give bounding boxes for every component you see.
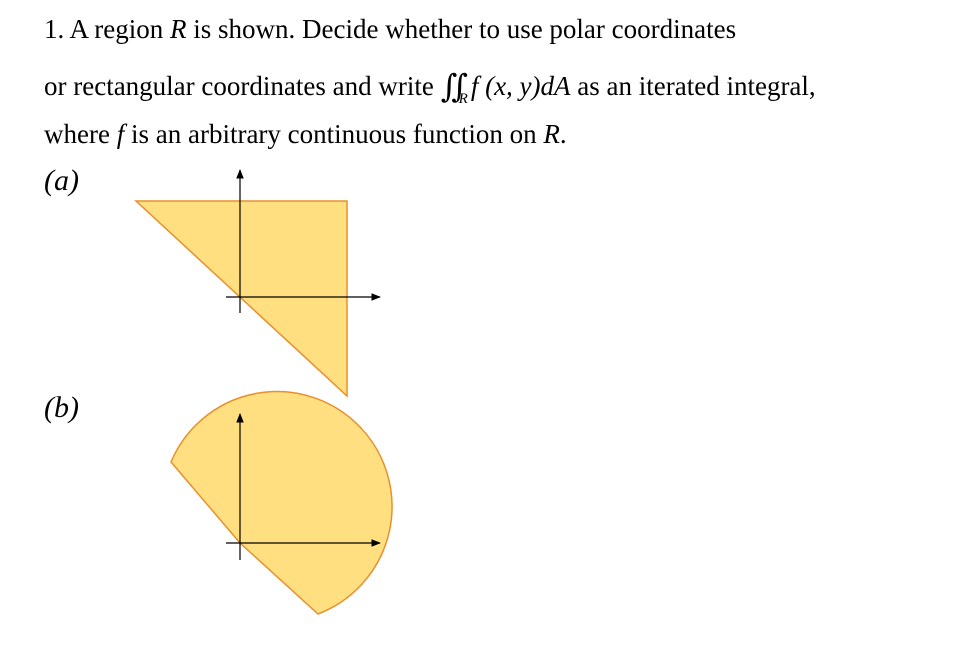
figure-a <box>136 170 380 396</box>
problem-text: . <box>559 119 567 149</box>
problem-text: is shown. Decide whether to use polar coordinates <box>186 14 737 44</box>
problem-text: as an iterated integral, <box>570 71 816 101</box>
problem-text: or rectangular coordinates and write <box>44 71 441 101</box>
problem-text: A region <box>69 14 171 44</box>
function-variable: f <box>116 119 125 149</box>
region-variable: R <box>170 14 187 44</box>
part-a-label: (a) <box>44 164 79 197</box>
integrand: f (x, y)dA <box>470 71 571 101</box>
region-variable: R <box>543 119 560 149</box>
region-b-sector <box>171 392 392 614</box>
problem-number: 1. <box>44 14 65 44</box>
figure-b <box>171 392 392 614</box>
problem-text: is an arbitrary continuous function on <box>124 119 544 149</box>
region-a-triangle <box>136 201 347 396</box>
integral-sign: ∬ <box>440 68 459 104</box>
integral-subscript: R <box>458 91 468 107</box>
part-b-label: (b) <box>44 391 79 424</box>
problem-text: where <box>44 119 117 149</box>
